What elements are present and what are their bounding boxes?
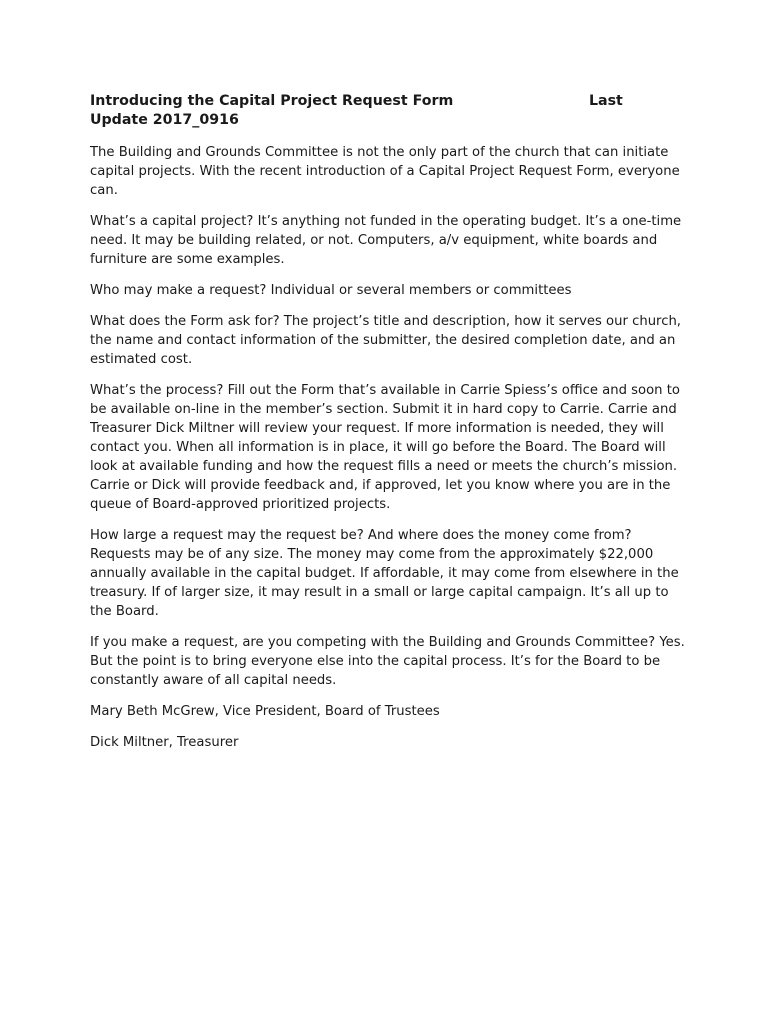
- paragraph-what-is-capital-project: What’s a capital project? It’s anything not funded in the operating budget. It’s a one-time need. It may be building related, or not. Computers, a/v equipment, white boards and furniture are some examples.: [90, 214, 682, 267]
- update-line: Update 2017_0916: [90, 112, 239, 128]
- paragraph-competition: If you make a request, are you competing with the Building and Grounds Committee? Yes. But the point is to bring everyone else into the capital process. It’s for the Board to be constantly aware of all capital needs.: [90, 635, 685, 688]
- title-suffix: Last: [589, 93, 623, 109]
- paragraph-who-may-request: Who may make a request? Individual or several members or committees: [90, 283, 572, 298]
- document-title: [90, 92, 685, 130]
- paragraph-intro: The Building and Grounds Committee is not the only part of the church that can initiate capital projects. With the recent introduction of a Capital Project Request Form, everyone can.: [90, 145, 680, 198]
- paragraph-request-size: How large a request may the request be? And where does the money come from? Requests may be of any size. The money may come from the approximately $22,000 annually available in the capital budget. If affordable, it may come from elsewhere in the treasury. If of larger size, it may result in a small or large capital campaign. It’s all up to the Board.: [90, 528, 679, 619]
- paragraph-process: What’s the process? Fill out the Form that’s available in Carrie Spiess’s office and soon to be available on-line in the member’s section. Submit it in hard copy to Carrie. Carrie and Treasurer Dick Miltner will review your request. If more information is needed, they will contact you. When all information is in place, it will go before the Board. The Board will look at available funding and how the request fills a need or meets the church’s mission. Carrie or Dick will provide feedback and, if approved, let you know where you are in the queue of Board-approved prioritized projects.: [90, 383, 680, 512]
- signature-treasurer: Dick Miltner, Treasurer: [90, 735, 239, 750]
- paragraph-form-contents: What does the Form ask for? The project’s title and description, how it serves our church, the name and contact information of the submitter, the desired completion date, and an estimated cost.: [90, 314, 681, 367]
- signature-vice-president: Mary Beth McGrew, Vice President, Board of Trustees: [90, 704, 440, 719]
- document-page: [90, 92, 685, 764]
- title-text: Introducing the Capital Project Request Form: [90, 93, 454, 109]
